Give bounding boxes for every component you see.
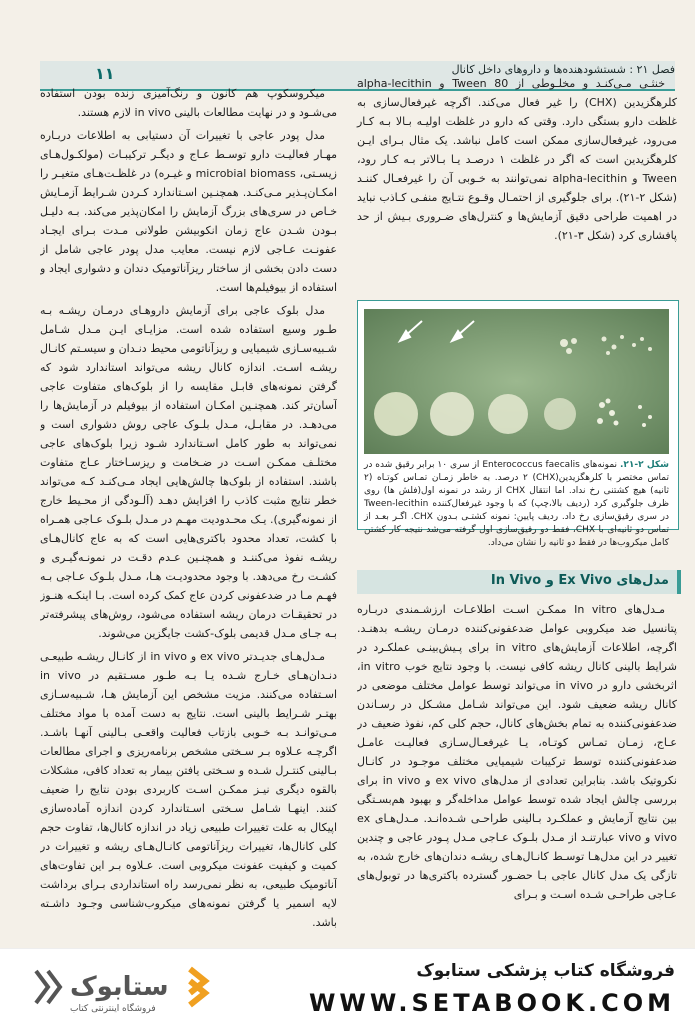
section-heading-box [357, 570, 681, 594]
logo-text: ستابوک [70, 972, 169, 1002]
left-paragraph-2: مدل پودر عاجی با تغییرات آن دستیابی به اطلاعات دربـاره مهـار فعالیـت دارو توسـط عـاج و دیگـر ترکیبـات (مولکـول‌هـای زیسـتی، microbial biomass و غیـره) در غلظـت‌هـای متغیـر را امکـان‌پـذیر مـی‌کنـد. همچنـین اسـتاندارد کـردن شـرایط آزمـایش خـاص در سری‌های بزرگ آزمایش را امکان‌پذیر می‌کند. بـه دلیـل بـودن شـدن عاج زمان انکوبیشن طولانی مـدت بـرای ایجـاد عفونـت عـاجی لازم نیست. معایب مدل پودر عاجی شامل از دست دادن بخشی از ساختار ریزآناتومیک دندان و دشواری ایجاد و استفاده از بیوفیلم‌ها است. [40, 129, 337, 294]
figure-caption-label: شکل ۲-۲۱. [619, 460, 669, 470]
left-paragraph-3: مدل بلوک عاجی برای آزمایش داروهـای درمـان ریشـه بـه طـور وسیع استفاده شده است. مزایـای ایـن مـدل شـامل شـبیه‌سـازی شیمیایی و ریزآناتومی محیط دنـدان و سیسـتم کانـال ریشـه اسـت. اندازه کانال ریشه می‌تواند استاندارد شود که گرفتن نمونه‌های قابـل مقایسه را از بلوک‌های متفاوت عاجی آسان‌تر کند. همچنـین امکـان استفاده از بیوفیلم در آزمایش‌ها را می‌دهـد. در مقابـل، مـدل بلـوک عاجی روش دشواری است و نمی‌تواند به طور کامل اسـتاندارد شـود زیرا بلوک‌های عاجی مختلـف ممکـن اسـت در ضـخامت و ریزسـاختار عـاج متفاوت باشند. استفاده از بلوک‌ها چالش‌هایی ایجاد مـی‌کنـد کـه می‌تواند خطر نتایج مثبت کاذب را افزایش دهـد (آلـودگی از محـیط خارج از نمونه‌گیری). یـک محـدودیت مهـم در مـدل بلـوک عـاجی همـراه با کشت، تعداد محدود باکتری‌هایی است که به عاج کانال‌هـای ریشـه نفوذ می‌کننـد و همچنـین عـدم دقـت در نمونـه‌گیـری و کشـت رخ می‌دهد. با وجود محدودیـت هـا، مـدل بلـوک عـاجی بـه فهـم مـا در ضدعفونی کردن عاج کمک کرده است. بـا اینکـه هنـوز در تحقیقـات درمان ریشه استفاده می‌شود، روش‌های پیشرفته‌تر بـه جـای مـدل قدیمی بلوک-کشت جایگزین می‌شوند. [40, 304, 337, 640]
store-url[interactable]: WWW.SETABOOK.COM [308, 989, 675, 1017]
left-column [40, 84, 337, 954]
figure-box [357, 300, 679, 548]
section-heading: مدل‌های Ex Vivo و In Vivo [490, 573, 669, 588]
petri-dish-photo [364, 309, 669, 454]
figure-caption-text: نمونه‌های Enterococcus faecalis از سری ۱۰ برابر رقیق شده در تماس مختصر با کلرهگزیدین(CHX) ۲ درصد. به خاطر زمـان تمـاس کوتـاه (۲ ثانیه) هیچ کشتنی رخ نداد. اما انتقال CHX از رشد در نمونه اول(فلش ها) روی ظرف جلوگیری کرد (ردیف بالا،چپ) که با وجود غیرفعال‌کننده Tween-lecithin در سری رقیق‌سازی رخ داد. ردیف پایین: نمونه کشتـی بـدون CHX. اگـر بعـد از تماس دو ثانیه‌ای با CHX، فقط دو رقیق‌سازی اول گرفته می‌شد نتیجه کار کشتن کامل میکروب‌ها در فقط دو ثانیه را نشان می‌داد. [364, 460, 670, 548]
section-paragraph-1: مـدل‌های In vitro ممکـن اسـت اطلاعـات ارزشـمندی دربـاره پتانسیل ضد میکروبی عوامل ضدعفونی‌کننده درمـان ریشـه بدهنـد. اگرچه، اطلاعات آزمایش‌های in vitro برای پـیش‌بینـی عملکـرد در شرایط بالینی کانال ریشه کافی نیست. با وجود نتایج خوب in vitro، اثربخشی دارو در in vivo می‌تواند توسط عوامل مختلف موضعی در کانال ریشه ضعیف شود. این می‌تواند شـامل مشـکل در رسـاندن ضدعفونی‌کننده به تمام بخش‌های کانال، حجم کلی کم، نفوذ ضعیف در عـاج، زمـان تمـاس کوتـاه، یـا غیرفعـال‌سـازی فعالیـت عامـل ضدعفونی‌کننده توسط ترکیبات شیمیایی مختلف موجـود در کانـال نکروتیک باشد. بنابراین تعدادی از مدل‌های ex vivo و in vivo برای بررسی چالش ایجاد شده توسط عوامل مداخله‌گر و بهبود هم‌بسـتگی بین نتایج آزمایش و عملکـرد بـالینی طراحـی شـده‌انـد. مـدل‌هـای ex vivo و vivo عبارتنـد از مـدل بلـوک عـاجی مـدل پـودر عاجی و چندین تغییر در این مدل‌هـا توسـط کانـال‌هـای ریشـه دندان‌های خارج شده، به تازگی یک مدل کانال عاجی بـا حضـور گسترده باکتری‌ها در توبول‌های عـاجی طراحـی شـده اسـت و بـرای [357, 603, 677, 901]
chevron-orange-icon [190, 969, 205, 1005]
section-body [357, 600, 677, 948]
chapter-title: فصل ۲۱ : شستشودهنده‌ها و داروهای داخل کانال [451, 63, 675, 76]
right-paragraph-1: خنثـی مـی‌کنـد و مخلـوطی از 80 Tween و alpha-lecithin کلرهگزیدین (CHX) را غیر فعال می‌کند. اگرچه غیرفعال‌سازی به غلظت دارو بستگی دارد. وقتی که دارو در غلظت اولیـه بـالا بـه کـار می‌رود، غیرفعال‌سازی ممکن است کامل نباشد. یک مثال بـرای ایـن کلرهگزیدین است که اگر در غلظت ۱ درصـد یـا بـالاتر بـه کـار رود، Tween و alpha-lecithin نمی‌توانند به خـوبی آن را غیرفعـال کننـد (شکل ۲-۲۱). برای جلوگیری از احتمـال وقـوع نتـایج منفـی کـاذب نباید در اهمیت طراحی دقیق آزمایش‌ها و کنترل‌های ضـروری بـیش از حد پافشاری کرد (شکل ۳-۲۱). [357, 77, 678, 242]
left-paragraph-4: مـدل‌هـای جدیـدتر ex vivo و in vivo از کانـال ریشـه طبیعـی دنـدان‌هـای خـارج شـده یـا بـه طـور مسـتقیم در in vivo اسـتفاده می‌کنند. مزیت مشخص این آزمایش هـا، شـبیه‌سـازی بهتـر شـرایط بالینی است. نتایج به دست آمده با مواد مختلف مـی‌توانـد بـه خـوبی بازتاب فعالیت واقعـی بـالینی آنهـا باشـد. اگرچـه عـلاوه بـر سـختی مشخص برنامه‌ریزی و اجرای مطالعات بـالینی کنتـرل شـده و سـختی یافتن بیمار به تعداد کافی، مشکلات بالقوه دیگری نیـز ممکـن اسـت کاربردی بودن نتایج را ضعیف کنند. اینهـا شـامل سـختی اسـتاندارد کردن اندازه آماده‌سازی اپیکال به علت تغییرات طبیعی زیاد در اندازه کانال‌ها، تفاوت حجم کلی کانال‌ها، تغییرات ریزآناتومی کانـال‌هـای ریشه و تغییرات در کمیت و کیفیت عفونت میکروبی است. عـلاوه بـر این تفاوت‌های آناتومیک طبیعی، به نظر نمی‌رسد راه استانداردی بـرای برداشت لایه اسمیر یا گرفتن نمونه‌های میکروب‌شناسی وجـود داشـته باشد. [40, 650, 337, 929]
left-paragraph-1: میکروسکوپ هم کانون و رنگ‌آمیزی زنده بودن استفاده می‌شـود و در نهایت مطالعات بالینی in vivo لازم هستند. [40, 87, 337, 119]
figure-caption [364, 459, 669, 550]
setabook-logo-icon [30, 959, 220, 1015]
right-column [357, 74, 677, 249]
store-name: فروشگاه کتاب پزشکی ستابوک [416, 961, 675, 981]
chevron-right-icon [36, 971, 60, 1003]
page-number: ۱۱ [95, 64, 115, 83]
store-banner [0, 948, 695, 1024]
logo-subtext: فروشگاه اینترنتی کتاب [70, 1004, 156, 1014]
